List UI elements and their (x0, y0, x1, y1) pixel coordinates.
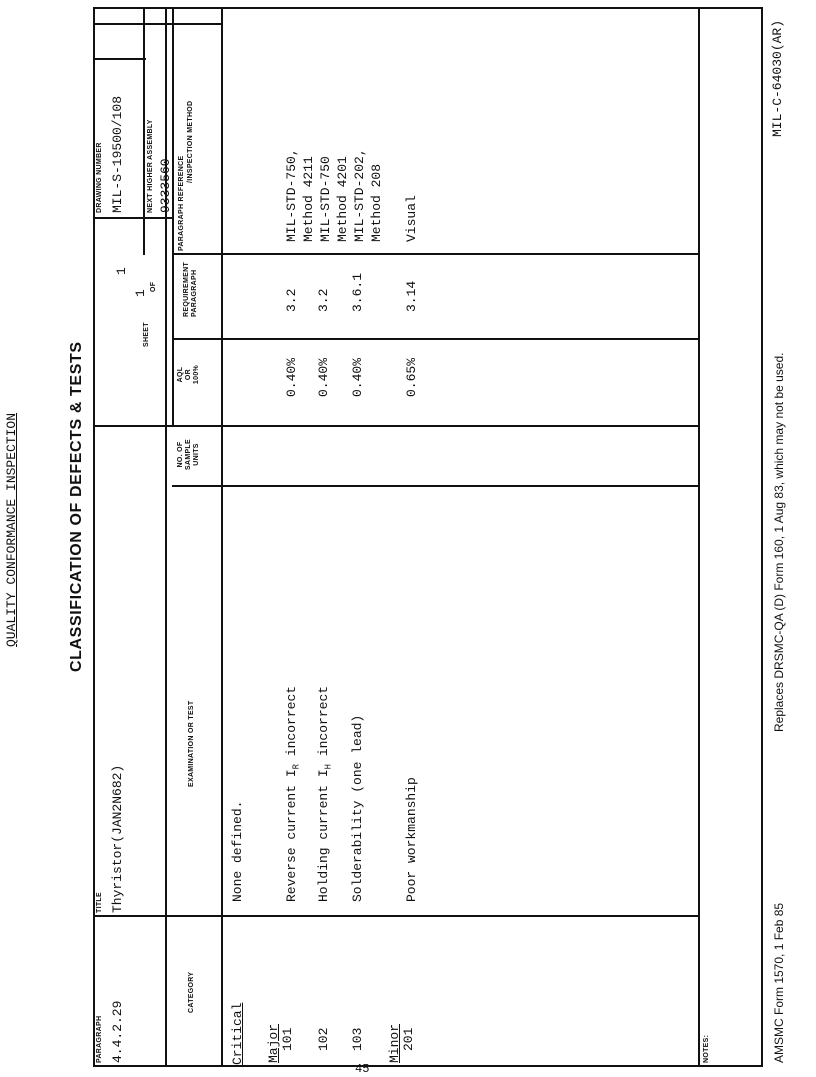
form-title: CLASSIFICATION OF DEFECTS & TESTS (68, 341, 85, 672)
row-201-aql: 0.65% (404, 357, 419, 397)
title-label: TITLE (96, 892, 103, 913)
sheet-total: 1 (114, 267, 129, 275)
row-201-method-1: Visual (404, 195, 419, 242)
next-higher-value: 9333560 (158, 158, 173, 213)
col-exam: EXAMINATION OR TEST (188, 700, 195, 787)
of-label: OF (150, 281, 157, 292)
row-201-category: 201 (401, 1027, 416, 1051)
col-requirement: REQUIREMENT PARAGRAPH (183, 261, 198, 317)
footer-form: AMSMC Form 1570, 1 Feb 85 (772, 902, 786, 1063)
row-101-method-1: MIL-STD-750, (284, 148, 299, 242)
row-102-req: 3.2 (316, 288, 331, 312)
critical-label: Critical (230, 1002, 245, 1065)
rule (698, 7, 700, 1067)
page-heading: QUALITY CONFORMANCE INSPECTION (4, 412, 19, 647)
row-201-exam: Poor workmanship (404, 777, 419, 902)
sheet-number: 1 (133, 289, 148, 297)
minor-label: Minor (387, 1023, 402, 1063)
row-103-category: 103 (350, 1027, 365, 1051)
rule (93, 425, 698, 427)
paragraph-label: PARAGRAPH (96, 1015, 103, 1063)
col-method: PARAGRAPH REFERENCE /INSPECTION METHOD (178, 100, 194, 251)
rule (93, 217, 172, 219)
row-101-exam: Reverse current $I_R$ incorrect (284, 685, 302, 902)
row-101-req: 3.2 (284, 288, 299, 312)
critical-text: None defined. (230, 800, 245, 902)
rule (172, 485, 698, 487)
row-102-category: 102 (316, 1027, 331, 1051)
row-101-category: 101 (280, 1027, 295, 1051)
rule (93, 915, 698, 917)
rule (93, 58, 146, 60)
drawing-number: MIL-S-19500/108 (110, 95, 125, 213)
paragraph-value: 4.4.2.29 (110, 1000, 125, 1063)
rule (172, 338, 698, 340)
col-category: CATEGORY (188, 971, 195, 1013)
row-201-req: 3.14 (404, 280, 419, 312)
spec-number: MIL-C-64030(AR) (770, 19, 785, 137)
notes-label: NOTES: (703, 1034, 710, 1063)
col-sample: NO. OF SAMPLE UNITS (177, 439, 200, 470)
major-label: Major (266, 1023, 281, 1063)
row-102-method-1: MIL-STD-750 (318, 156, 333, 242)
row-102-exam: Holding current $I_H$ incorrect (316, 685, 334, 902)
row-103-method-2: Method 208 (369, 163, 384, 242)
row-102-aql: 0.40% (316, 357, 331, 397)
row-103-req: 3.6.1 (350, 272, 365, 312)
next-higher-label: NEXT HIGHER ASSEMBLY (147, 119, 154, 213)
drawing-number-label: DRAWING NUMBER (96, 142, 103, 213)
rule (172, 253, 698, 255)
title-value: Thyristor(JAN2N682) (110, 764, 125, 913)
row-101-method-2: Method 4211 (301, 156, 316, 242)
page-number: 45 (355, 1062, 370, 1076)
rule (221, 7, 223, 1067)
footer-replaces: Replaces DRSMC-QA (D) Form 160, 1 Aug 83, which may not be used. (772, 352, 786, 732)
row-103-method-1: MIL-STD-202, (352, 148, 367, 242)
row-103-exam: Solderability (one lead) (350, 714, 365, 902)
sheet-label: SHEET (143, 322, 150, 347)
rule (172, 7, 174, 427)
row-103-aql: 0.40% (350, 357, 365, 397)
row-101-aql: 0.40% (284, 357, 299, 397)
row-102-method-2: Method 4201 (335, 156, 350, 242)
col-aql: AQL OR 100% (177, 364, 200, 385)
rule (93, 23, 222, 25)
